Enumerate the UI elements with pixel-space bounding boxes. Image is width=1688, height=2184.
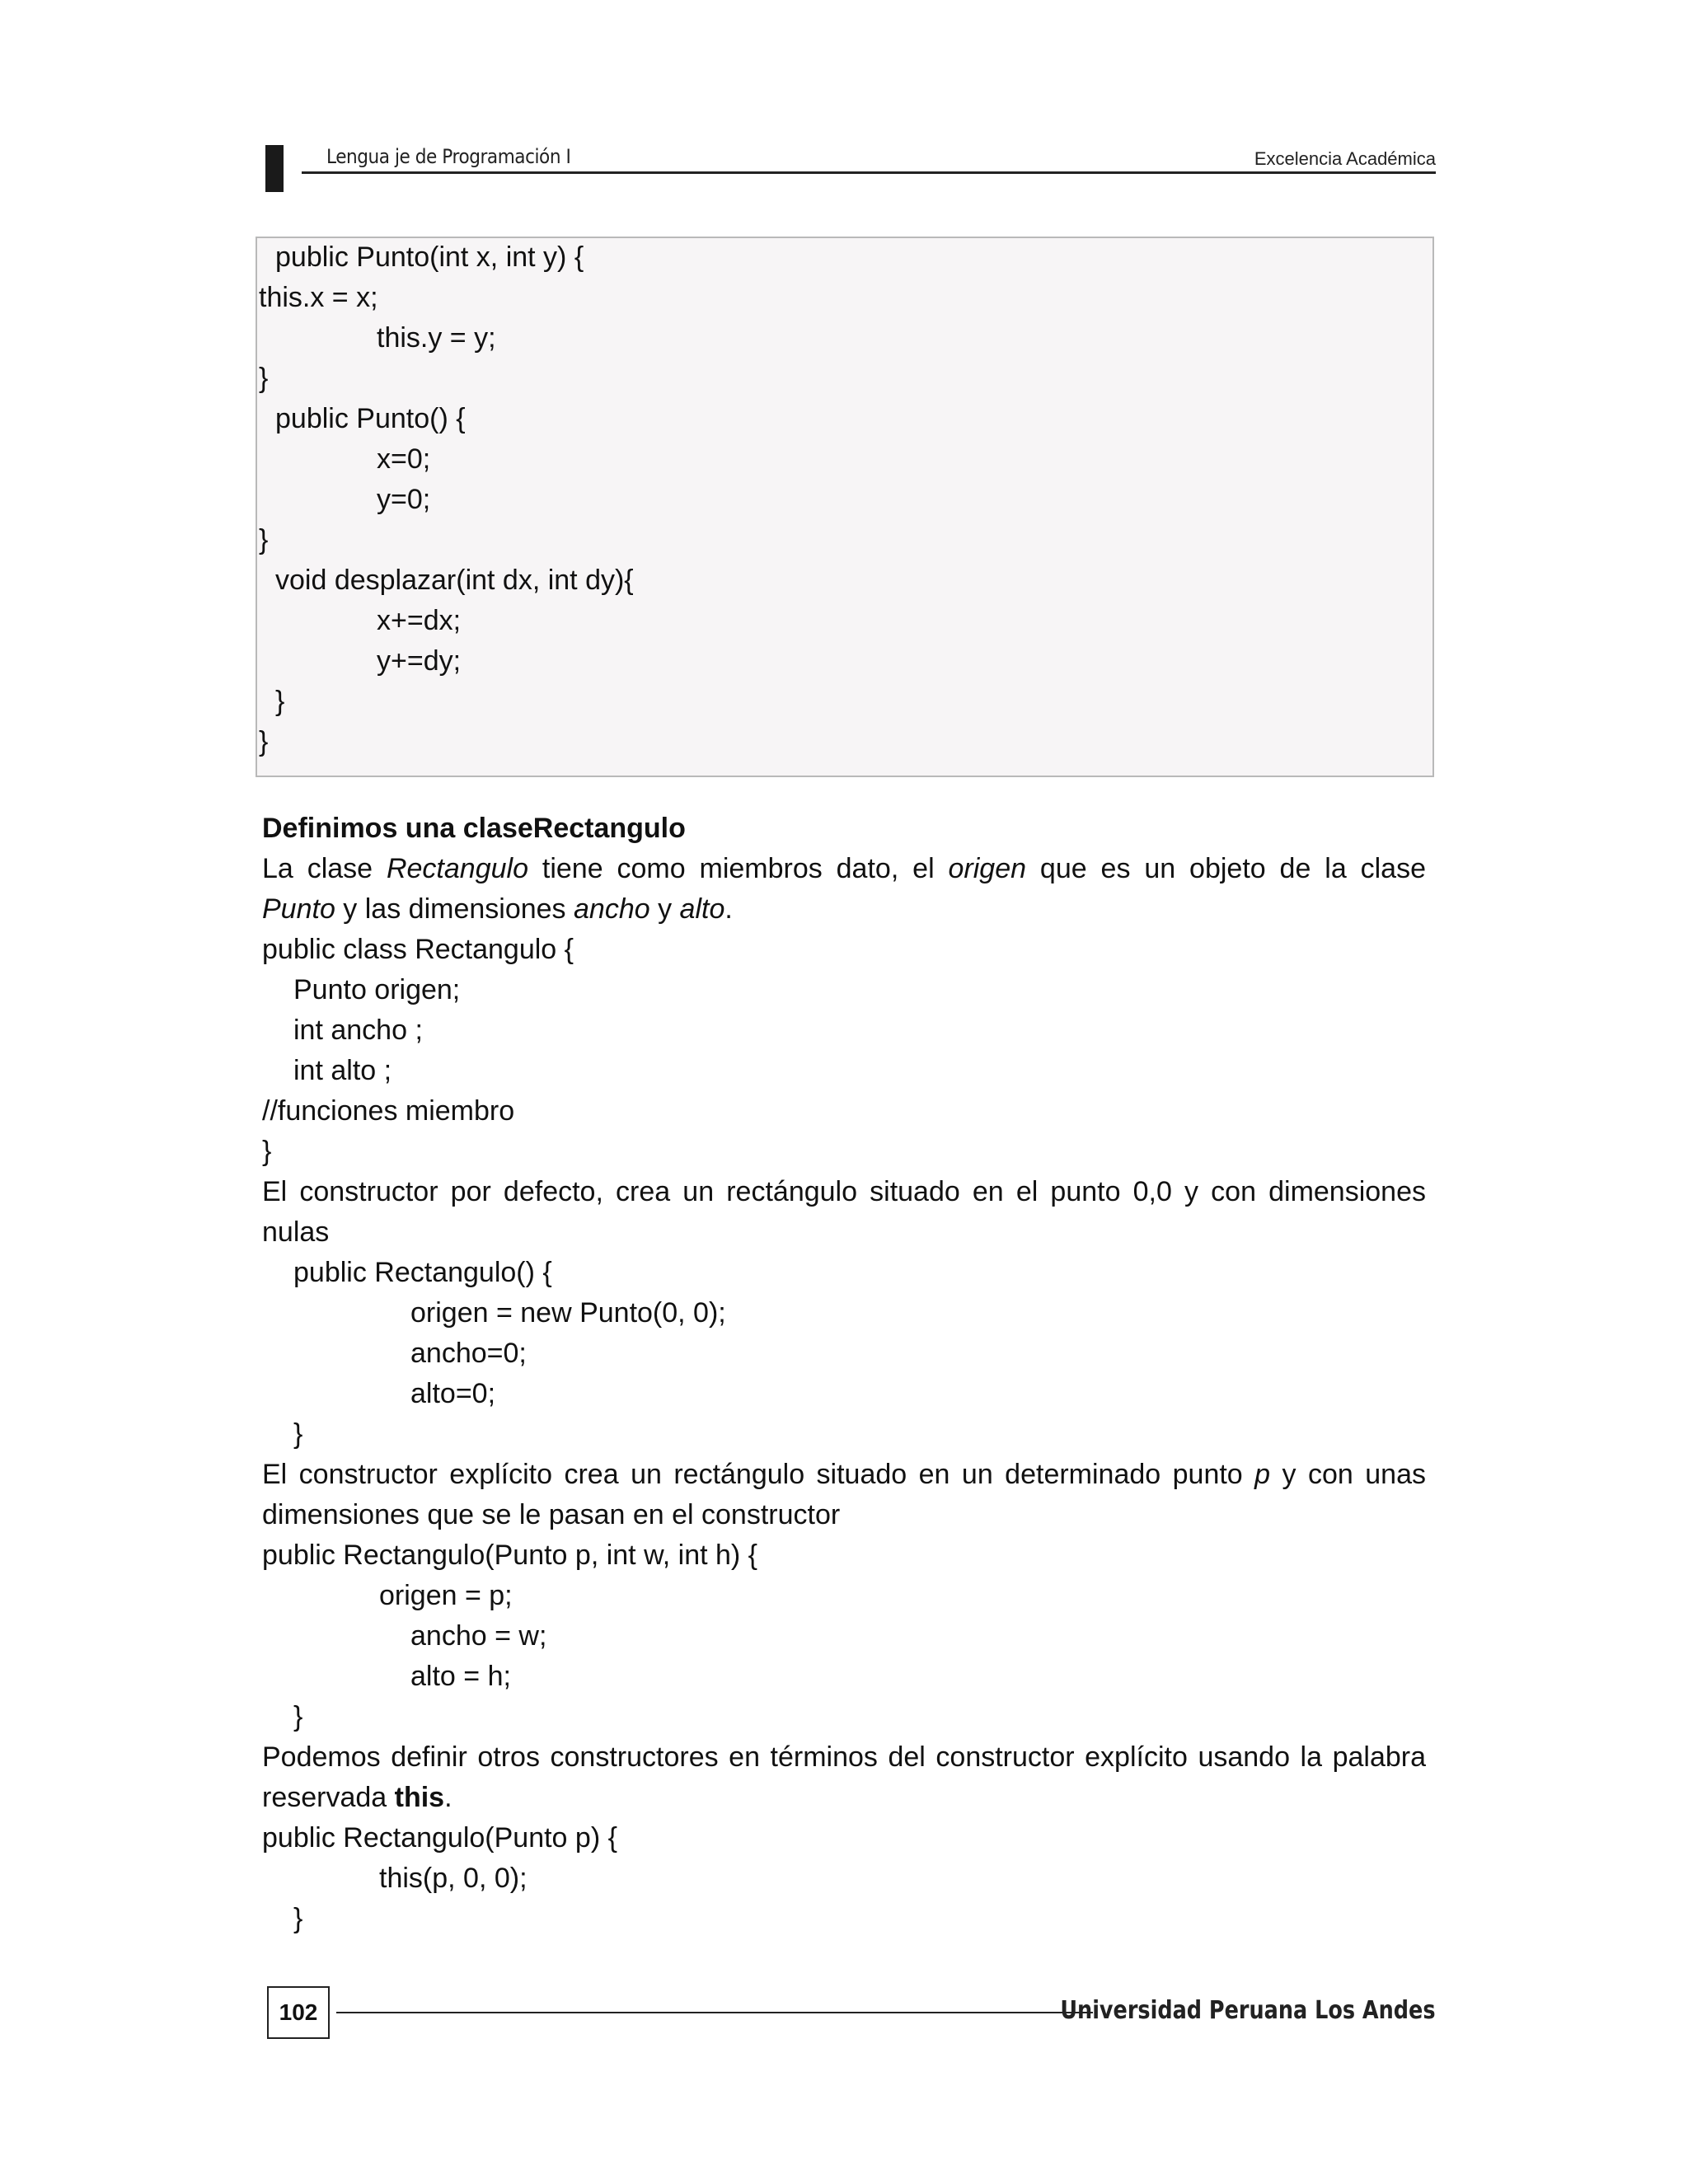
text-italic: Rectangulo — [386, 853, 528, 884]
code-line: } — [259, 363, 269, 394]
text: que es un objeto de la clase — [1026, 853, 1426, 884]
code-line: ancho=0; — [410, 1338, 527, 1369]
code-line: this(p, 0, 0); — [379, 1863, 528, 1894]
header-right-label: Excelencia Académica — [1254, 148, 1436, 169]
paragraph-line: Podemos definir otros constructores en términos del constructor explícito usando la palabra — [262, 1741, 1426, 1773]
paragraph-line — [262, 1458, 1426, 1491]
header-mark — [265, 145, 284, 192]
paragraph-line — [262, 1781, 1426, 1814]
text: y — [649, 893, 680, 925]
text-italic: Punto — [262, 893, 335, 925]
code-line: } — [262, 1136, 272, 1167]
code-line: ancho = w; — [410, 1620, 547, 1652]
footer-university: Universidad Peruana Los Andes — [1060, 1996, 1436, 2025]
header-rule — [302, 171, 1436, 174]
text-italic: p — [1254, 1459, 1271, 1490]
code-line: public Rectangulo(Punto p, int w, int h) { — [262, 1540, 758, 1571]
text: reservada — [262, 1782, 395, 1813]
text: . — [444, 1782, 452, 1813]
code-line: } — [293, 1701, 303, 1732]
paragraph-line: El constructor por defecto, crea un rectángulo situado en el punto 0,0 y con dimensiones — [262, 1176, 1426, 1207]
paragraph-line: nulas — [262, 1216, 330, 1248]
text: La clase — [262, 853, 387, 884]
code-line: this.y = y; — [377, 322, 496, 354]
code-line: x+=dx; — [377, 605, 462, 636]
page-number: 102 — [267, 1986, 330, 2039]
text: . — [724, 893, 733, 925]
code-line: public Punto(int x, int y) { — [275, 241, 584, 273]
paragraph-line — [262, 852, 1426, 885]
text-italic: origen — [948, 853, 1027, 884]
code-line: Punto origen; — [293, 974, 461, 1005]
code-line: } — [293, 1903, 303, 1934]
code-line: //funciones miembro — [262, 1095, 515, 1127]
section-heading: Definimos una claseRectangulo — [262, 813, 686, 844]
paragraph-line: dimensiones que se le pasan en el constructor — [262, 1499, 841, 1530]
text-italic: ancho — [574, 893, 650, 925]
paragraph-line — [262, 893, 1426, 926]
text: tiene como miembros dato, el — [528, 853, 949, 884]
footer-rule — [336, 2012, 1093, 2013]
code-line: origen = p; — [379, 1580, 513, 1611]
text: y con unas — [1270, 1459, 1426, 1490]
code-line: } — [259, 726, 269, 757]
code-line: public Rectangulo(Punto p) { — [262, 1822, 617, 1854]
text-bold: this — [394, 1782, 445, 1813]
code-line: public Rectangulo() { — [293, 1257, 552, 1288]
code-line: y+=dy; — [377, 645, 462, 677]
code-line: } — [275, 686, 285, 717]
code-line: int alto ; — [293, 1055, 392, 1086]
code-line: } — [259, 524, 269, 555]
code-line: this.x = x; — [259, 282, 378, 313]
code-line: y=0; — [377, 484, 431, 515]
code-line: alto=0; — [410, 1378, 496, 1409]
code-line: x=0; — [377, 443, 431, 475]
text: y las dimensiones — [335, 893, 574, 925]
text-italic: alto — [679, 893, 725, 925]
code-line: origen = new Punto(0, 0); — [410, 1297, 726, 1329]
code-line: int ancho ; — [293, 1015, 423, 1046]
code-line: void desplazar(int dx, int dy){ — [275, 565, 634, 596]
code-line: public Punto() { — [275, 403, 466, 434]
header-title: Lengua je de Programación I — [326, 145, 571, 168]
code-line: public class Rectangulo { — [262, 934, 574, 965]
code-line: alto = h; — [410, 1661, 511, 1692]
text: El constructor explícito crea un rectángulo situado en un determinado punto — [262, 1459, 1255, 1490]
code-line: } — [293, 1418, 303, 1450]
code-box — [256, 237, 1434, 777]
